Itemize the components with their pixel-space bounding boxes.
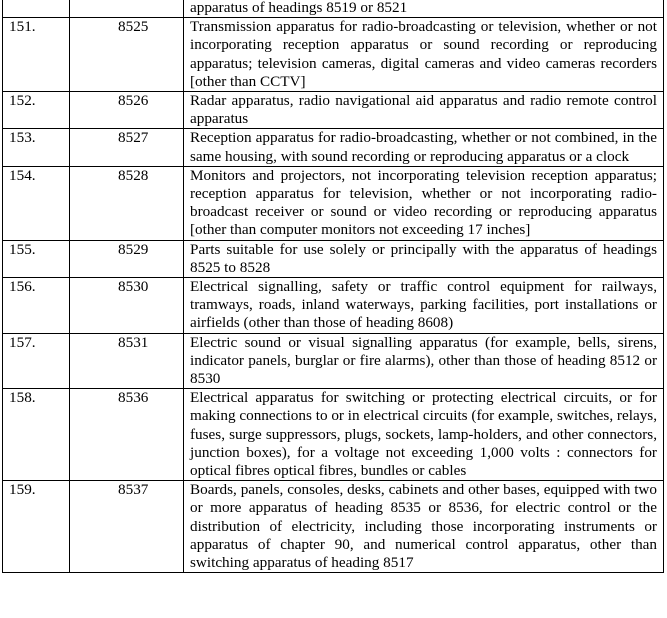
description-cell: apparatus of headings 8519 or 8521 <box>184 0 664 18</box>
table-row <box>3 278 664 334</box>
serial-number-cell: 151. <box>3 18 70 92</box>
description-cell: Electrical apparatus for switching or protecting electrical circuits, or for making connections to or in electrical circuits (for example, switches, relays, fuses, surge suppressors, plugs, sockets, lamp-holders, and other connectors, junction boxes), for a voltage not exceeding 1,000 volts : connectors for optical fibres optical fibres, bundles or cables <box>184 389 664 481</box>
description-cell: Radar apparatus, radio navigational aid apparatus and radio remote control apparatus <box>184 92 664 129</box>
heading-cell: 8536 <box>70 389 184 481</box>
heading-cell: 8537 <box>70 481 184 573</box>
serial-number-cell: 159. <box>3 481 70 573</box>
table-row <box>3 240 664 277</box>
serial-number-cell: 155. <box>3 240 70 277</box>
description-cell: Electric sound or visual signalling apparatus (for example, bells, sirens, indicator panels, burglar or fire alarms), other than those of heading 8512 or 8530 <box>184 333 664 389</box>
serial-number-cell: 153. <box>3 129 70 166</box>
heading-cell: 8530 <box>70 278 184 334</box>
serial-number-cell: 158. <box>3 389 70 481</box>
description-cell: Electrical signalling, safety or traffic control equipment for railways, tramways, roads, inland waterways, parking facilities, port installations or airfields (other than those of heading 8608) <box>184 278 664 334</box>
table-row <box>3 92 664 129</box>
table-row <box>3 129 664 166</box>
heading-cell <box>70 0 184 18</box>
heading-cell: 8529 <box>70 240 184 277</box>
table-row <box>3 389 664 481</box>
serial-number-cell: 152. <box>3 92 70 129</box>
description-cell: Boards, panels, consoles, desks, cabinets and other bases, equipped with two or more apparatus of heading 8535 or 8536, for electric control or the distribution of electricity, including those incorporating instruments or apparatus of chapter 90, and numerical control apparatus, other than switching apparatus of heading 8517 <box>184 481 664 573</box>
tariff-document <box>2 0 663 573</box>
description-cell: Parts suitable for use solely or principally with the apparatus of headings 8525 to 8528 <box>184 240 664 277</box>
table-row <box>3 333 664 389</box>
heading-cell: 8531 <box>70 333 184 389</box>
serial-number-cell: 154. <box>3 166 70 240</box>
tariff-table <box>2 0 664 573</box>
serial-number-cell: 156. <box>3 278 70 334</box>
serial-number-cell <box>3 0 70 18</box>
serial-number-cell: 157. <box>3 333 70 389</box>
table-row <box>3 166 664 240</box>
table-row <box>3 18 664 92</box>
description-cell: Monitors and projectors, not incorporating television reception apparatus; reception apparatus for television, whether or not incorporating radio-broadcast receiver or sound or video recording or reproducing apparatus [other than computer monitors not exceeding 17 inches] <box>184 166 664 240</box>
heading-cell: 8527 <box>70 129 184 166</box>
description-cell: Transmission apparatus for radio-broadcasting or television, whether or not incorporating reception apparatus or sound recording or reproducing apparatus; television cameras, digital cameras and video cameras recorders [other than CCTV] <box>184 18 664 92</box>
heading-cell: 8528 <box>70 166 184 240</box>
description-cell: Reception apparatus for radio-broadcasting, whether or not combined, in the same housing, with sound recording or reproducing apparatus or a clock <box>184 129 664 166</box>
table-row <box>3 481 664 573</box>
table-row <box>3 0 664 18</box>
heading-cell: 8526 <box>70 92 184 129</box>
heading-cell: 8525 <box>70 18 184 92</box>
